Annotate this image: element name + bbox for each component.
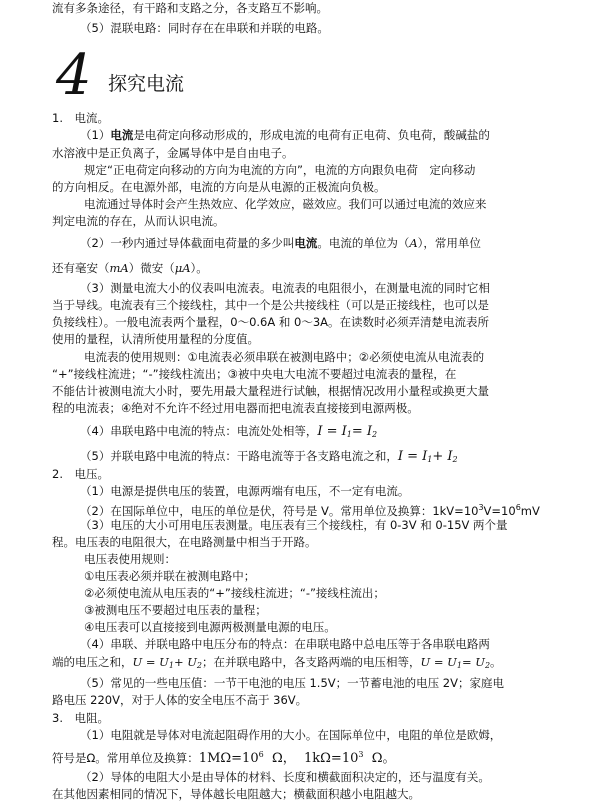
paragraph-line: （2）一秒内通过导体截面电荷量的多少叫电流。电流的单位为（A），常用单位 xyxy=(80,236,481,250)
term-bold: 电流 xyxy=(294,236,318,250)
paragraph-line: 符号是Ω。常用单位及换算：$1M\Omega=10^6$ Ω， $1k\Omega=10^3$ Ω。 xyxy=(52,750,396,766)
unit-symbol: μA xyxy=(174,261,191,275)
paragraph-line: （5）并联电路中电流的特点：干路电流等于各支路电流之和，$I = I_1+ I_2$ xyxy=(80,449,458,464)
paragraph-line: （5）常见的一些电压值：一节干电池的电压 1.5V；一节蓄电池的电压 2V；家庭电 xyxy=(80,676,504,690)
paragraph-line: “+”接线柱流进；“-”接线柱流出；③被中央电大电流不要超过电流表的量程，在 xyxy=(52,367,457,381)
list-item: ④电压表可以直接接到电源两极测量电源的电压。 xyxy=(84,620,336,634)
paragraph-line: 在其他因素相同的情况下，导体越长电阻越大；横截面积越小电阻越大。 xyxy=(52,787,420,801)
chapter-title: 探究电流 xyxy=(108,73,185,95)
paragraph-line: 不能估计被测电流大小时，要先用最大量程进行试触，根据情况改用小量程或换更大量 xyxy=(52,384,489,398)
paragraph-line: 使用的量程，认清所使用量程的分度值。 xyxy=(52,332,259,346)
paragraph-line: （3）电压的大小可用电压表测量。电压表有三个接线柱，有 0-3V 和 0-15V 两个量 xyxy=(80,518,508,532)
paragraph-line: （1）电源是提供电压的装置，电源两端有电压，不一定有电流。 xyxy=(80,484,410,498)
section-heading: 3. 电阻。 xyxy=(52,711,109,725)
paragraph-line: （4）串联、并联电路中电压分布的特点：在串联电路中总电压等于各串联电路两 xyxy=(80,637,490,651)
paragraph-line: 电流通过导体时会产生热效应、化学效应，磁效应。我们可以通过电流的效应来 xyxy=(84,197,487,211)
paragraph-line: 端的电压之和，$U = U_1+ U_2$；在并联电路中，各支路两端的电压相等，$U = U_1= U_2$。 xyxy=(52,655,502,670)
formula: $I = I_1+ I_2$ xyxy=(397,449,458,464)
formula: $U = U_1+ U_2$ xyxy=(132,655,203,670)
paragraph-line: 程。电压表的电阻很大，在电路测量中相当于开路。 xyxy=(52,535,317,549)
paragraph-line: 负接线柱）。一般电流表两个量程，0～0.6A 和 0～3A。在读数时必须弄清楚电流表所 xyxy=(52,315,490,329)
section-heading: 2. 电压。 xyxy=(52,467,109,481)
section-heading: 1. 电流。 xyxy=(52,111,109,125)
paragraph-line: 规定“正电荷定向移动的方向为电流的方向”，电流的方向跟负电荷 定向移动 xyxy=(84,163,476,177)
formula: $1M\Omega=10^6$ Ω， $1k\Omega=10^3$ Ω。 xyxy=(198,750,396,766)
paragraph-line: （3）测量电流大小的仪表叫电流表。电流表的电阻很小，在测量电流的同时它相 xyxy=(80,281,490,295)
paragraph-line: 程的电流表；④绝对不允许不经过用电器而把电流表直接接到电源两极。 xyxy=(52,401,419,415)
unit-symbol: mA xyxy=(109,261,129,275)
paragraph-line: 判定电流的存在，从而认识电流。 xyxy=(52,214,225,228)
formula: $I = I_1= I_2$ xyxy=(317,424,378,439)
paragraph-line: 的方向相反。在电源外部，电流的方向是从电源的正极流向负极。 xyxy=(52,180,386,194)
paragraph-line: 路电压 220V，对于人体的安全电压不高于 36V。 xyxy=(52,693,308,707)
list-heading: 电压表使用规则： xyxy=(84,552,176,566)
paragraph-line: 还有毫安（mA）微安（μA）。 xyxy=(52,261,208,275)
text-line: （5）混联电路：同时存在在串联和并联的电路。 xyxy=(80,21,329,35)
list-item: ①电压表必须并联在被测电路中； xyxy=(84,569,256,583)
list-item: ②必须使电流从电压表的“+”接线柱流进；“-”接线柱流出； xyxy=(84,586,385,600)
paragraph-line: （4）串联电路中电流的特点：电流处处相等，$I = I_1= I_2$ xyxy=(80,424,378,439)
paragraph-line: 水溶液中是正负离子，金属导体中是自由电子。 xyxy=(52,146,294,160)
formula: $U = U_1= U_2$ xyxy=(420,655,491,670)
text-line: 流有多条途径，有干路和支路之分，各支路互不影响。 xyxy=(52,1,328,15)
chapter-number: 4 xyxy=(56,43,92,108)
term-bold: 电流 xyxy=(110,128,134,142)
paragraph-line: 当于导线。电流表有三个接线柱，其中一个是公共接线柱（可以是正接线柱，也可以是 xyxy=(52,298,489,312)
paragraph-line: （1）电流是电荷定向移动形成的，形成电流的电荷有正电荷、负电荷，酸碱盐的 xyxy=(80,128,490,142)
paragraph-line: （2）导体的电阻大小是由导体的材料、长度和横截面积决定的，还与温度有关。 xyxy=(80,770,490,784)
unit-symbol: A xyxy=(409,236,418,250)
paragraph-line: （2）在国际单位中，电压的单位是伏，符号是 V。常用单位及换算：$1kV=10^3V=10^6mV$ xyxy=(80,503,540,518)
paragraph-line: （1）电阻就是导体对电流起阻碍作用的大小。在国际单位中，电阻的单位是欧姆， xyxy=(80,728,502,742)
paragraph-line: 电流表的使用规则：①电流表必须串联在被测电路中；②必须使电流从电流表的 xyxy=(84,350,485,364)
list-item: ③被测电压不要超过电压表的量程； xyxy=(84,603,267,617)
